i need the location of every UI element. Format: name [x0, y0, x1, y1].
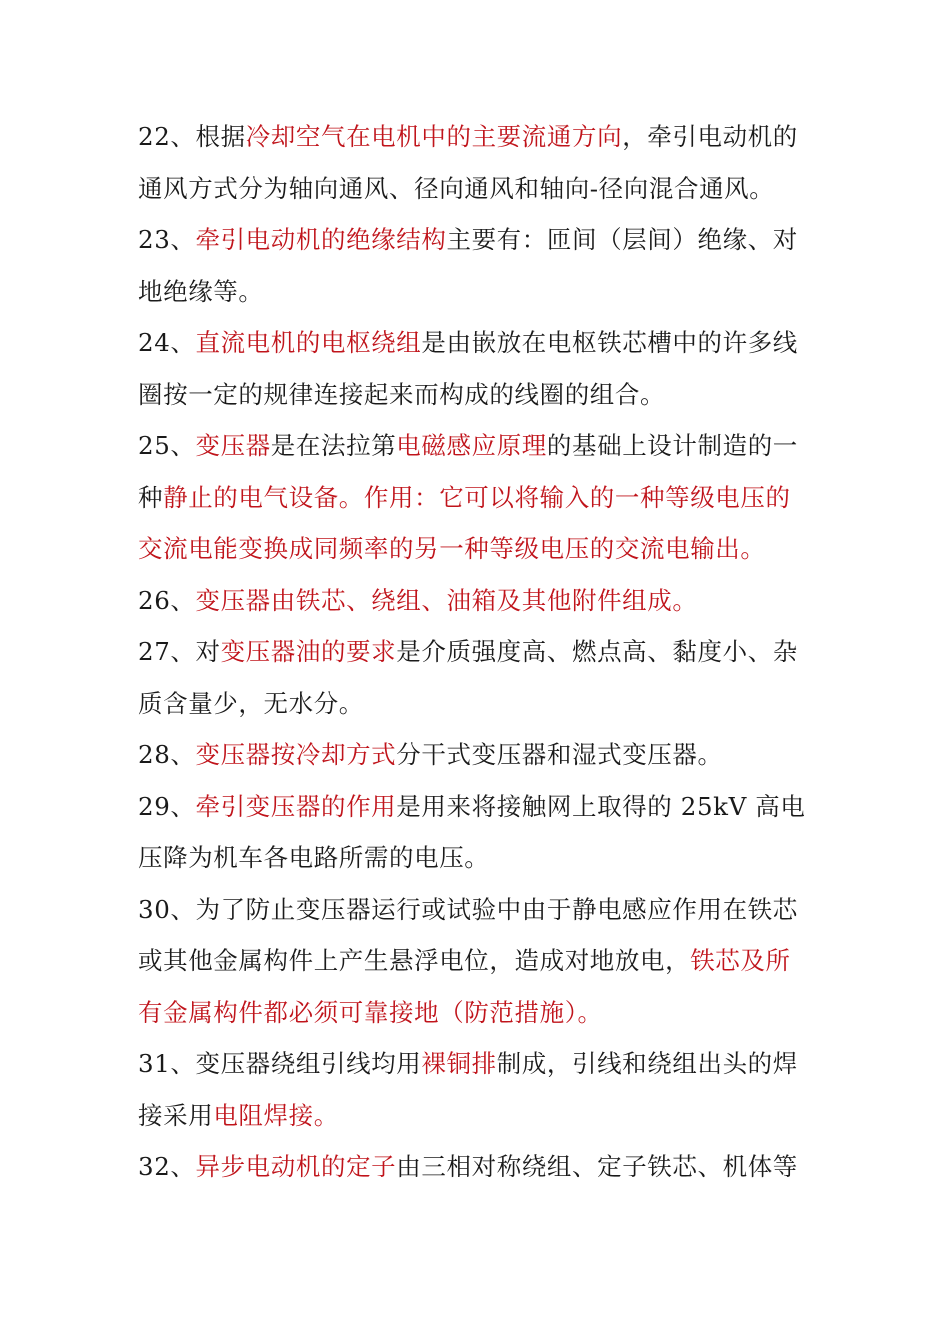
body-text: 25、 [138, 431, 196, 460]
body-text: 28、 [138, 740, 196, 769]
numbered-item [138, 626, 810, 729]
document-body [138, 111, 810, 1193]
body-text: 30、为了防止变压器运行或试验中由于静电感应作用在铁芯或其他金属构件上产生悬浮电位，造成对地放电， [138, 894, 798, 975]
highlighted-text: 变压器 [195, 431, 271, 460]
body-text: 由三相对称绕组、定子铁芯、机体等 [396, 1152, 798, 1181]
body-text: 29、 [138, 791, 196, 821]
highlighted-text: 冷却空气在电机中的主要流通方向 [245, 122, 623, 151]
highlighted-text: 牵引变压器的作用 [195, 791, 397, 821]
highlighted-text: 铁芯及所有金属构件都必须可靠接地（防范措施）。 [138, 946, 791, 1027]
numbered-item [138, 575, 810, 627]
highlighted-text: 静止的电气设备。作用：它可以将输入的一种等级电压的交流电能变换成同频率的另一种等级电压的交流电输出。 [138, 482, 791, 563]
body-text: 是在法拉第 [270, 431, 397, 460]
highlighted-text: 电阻焊接。 [213, 1100, 339, 1130]
numbered-item [138, 1038, 810, 1141]
highlighted-text: 变压器按冷却方式 [195, 740, 397, 769]
highlighted-text: 直流电机的电枢绕组 [195, 328, 422, 357]
highlighted-text: 变压器由铁芯、绕组、油箱及其他附件组成。 [195, 585, 698, 615]
numbered-item [138, 111, 810, 214]
body-text: 是用来将接触网上取得的 25kV 高电压降为机车各电路所需的电压。 [138, 791, 806, 872]
body-text: 23、 [138, 225, 196, 254]
highlighted-text: 变压器油的要求 [220, 637, 397, 666]
numbered-item [138, 420, 810, 575]
numbered-item [138, 781, 810, 884]
body-text: ，牵引电动机的通风方式分为轴向通风、径向通风和轴向-径向混合通风。 [138, 122, 798, 203]
body-text: 的基础上设计制造的一种 [138, 431, 798, 512]
body-text: 24、 [138, 328, 196, 357]
body-text: 27、对 [138, 637, 221, 666]
numbered-item [138, 317, 810, 420]
body-text: 主要有：匝间（层间）绝缘、对地绝缘等。 [138, 225, 798, 306]
body-text: 32、 [138, 1152, 196, 1181]
numbered-item [138, 884, 810, 1039]
numbered-item [138, 1141, 810, 1193]
body-text: 是介质强度高、燃点高、黏度小、杂质含量少，无水分。 [138, 637, 798, 718]
numbered-item [138, 214, 810, 317]
body-text: 制成，引线和绕组出头的焊接采用 [138, 1049, 798, 1130]
numbered-item [138, 729, 810, 781]
highlighted-text: 电磁感应原理 [396, 431, 547, 460]
body-text: 31、变压器绕组引线均用 [138, 1049, 422, 1078]
highlighted-text: 牵引电动机的绝缘结构 [195, 225, 447, 254]
body-text: 22、根据 [138, 122, 246, 151]
highlighted-text: 异步电动机的定子 [195, 1152, 397, 1181]
body-text: 26、 [138, 585, 196, 615]
highlighted-text: 裸铜排 [421, 1049, 497, 1078]
body-text: 分干式变压器和湿式变压器。 [396, 740, 723, 769]
body-text: 是由嵌放在电枢铁芯槽中的许多线圈按一定的规律连接起来而构成的线圈的组合。 [138, 328, 798, 409]
